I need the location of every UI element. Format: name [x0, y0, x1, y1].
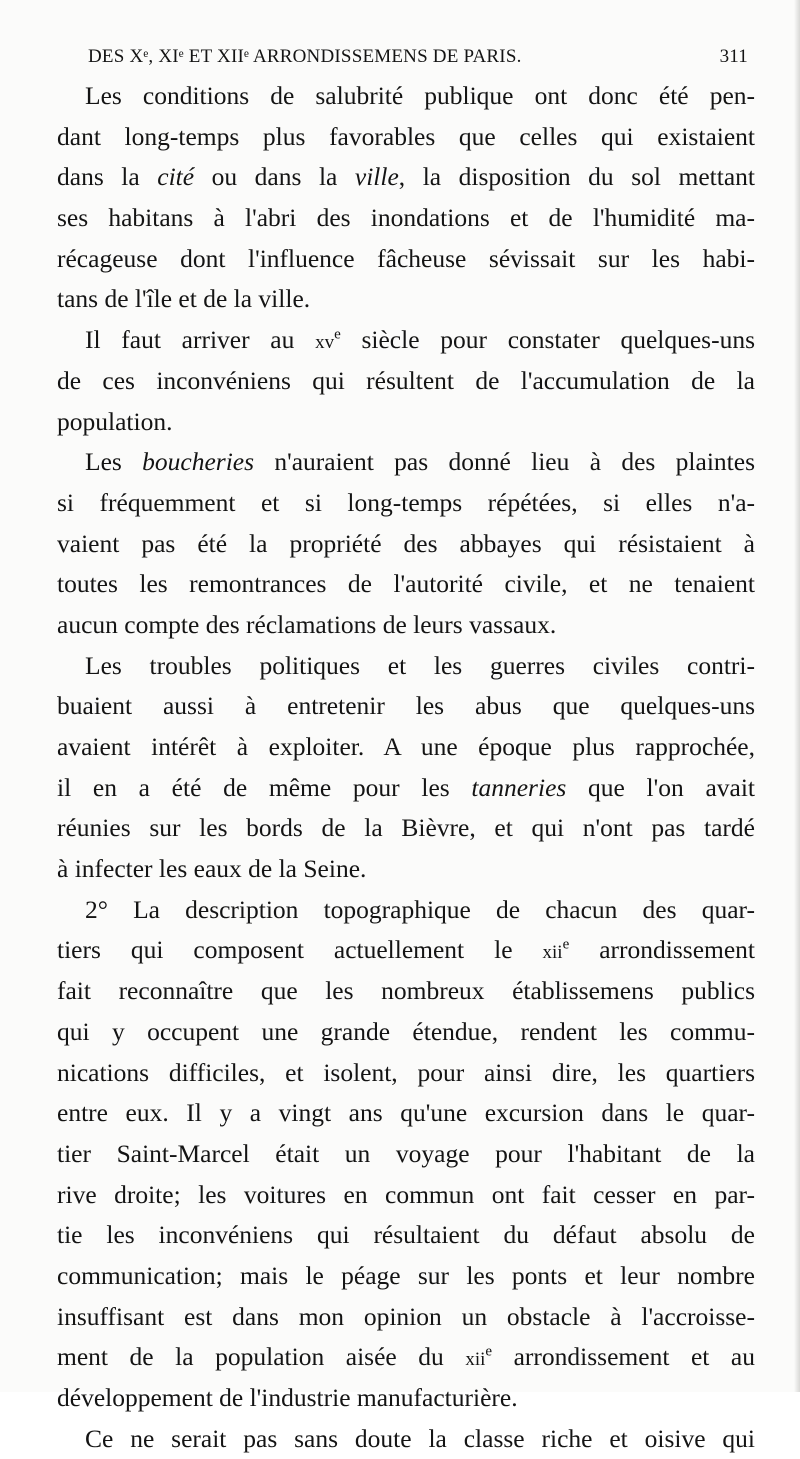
text-line: de ces inconvéniens qui résultent de l'accumulation de la — [57, 365, 755, 395]
page-edge-shadow — [794, 0, 800, 1392]
text-line: insuffisant est dans mon opinion un obstacle à l'accroisse- — [57, 1301, 755, 1331]
running-header — [88, 46, 748, 76]
text-line: avaient intérêt à exploiter. A une époque plus rapprochée, — [57, 732, 755, 761]
text-line: Les troubles politiques et les guerres civiles contri- — [85, 650, 755, 680]
text-line: si fréquemment et si long-temps répétées, si elles n'a- — [57, 487, 755, 517]
italic-term: ville — [354, 162, 399, 192]
text-line: il en a été de même pour les tanneries que l'on avait — [57, 772, 755, 802]
century-numeral: xv — [315, 332, 335, 354]
text-line: toutes les remontrances de l'autorité civile, et ne tenaient — [57, 569, 755, 599]
arrondissement-numeral: xii — [542, 942, 563, 964]
text-line: ses habitans à l'abri des inondations et de l'humidité ma- — [57, 203, 755, 233]
running-title: DES Xᵉ, XIᵉ ET XIIᵉ ARRONDISSEMENS DE PARIS. — [88, 46, 522, 67]
text-line: buaient aussi à entretenir les abus que quelques-uns — [57, 691, 755, 721]
text-line: vaient pas été la propriété des abbayes qui résistaient à — [57, 528, 755, 558]
arrondissement-numeral: xii — [465, 1349, 486, 1371]
text-line: ment de la population aisée du xii$^e$ arrondissement et au — [57, 1342, 755, 1372]
text-line: Les conditions de salubrité publique ont donc été pen- — [85, 81, 755, 110]
text-line: rive droite; les voitures en commun ont fait cesser en par- — [57, 1179, 755, 1209]
italic-term: boucheries — [142, 447, 255, 477]
text-line: tie les inconvéniens qui résultaient du défaut absolu de — [57, 1220, 755, 1250]
text-line: récageuse dont l'influence fâcheuse sévissait sur les habi- — [57, 243, 755, 273]
text-line: entre eux. Il y a vingt ans qu'une excursion dans le quar- — [57, 1098, 755, 1128]
page-number: 311 — [719, 46, 748, 67]
text-line: population. — [57, 406, 173, 436]
text-line: Les boucheries n'auraient pas donné lieu à des plaintes — [85, 447, 755, 477]
text-line: développement de l'industrie manufacturière. — [57, 1383, 518, 1412]
text-line: dans la cité ou dans la ville, la disposition du sol mettant — [57, 162, 755, 192]
text-line: 2° La description topographique de chacun des quar- — [85, 894, 755, 924]
text-line: Ce ne serait pas sans doute la classe riche et oisive qui — [85, 1423, 755, 1453]
text-line: tier Saint-Marcel était un voyage pour l'habitant de la — [57, 1138, 755, 1168]
text-line: aucun compte des réclamations de leurs vassaux. — [57, 609, 557, 639]
text-line: tiers qui composent actuellement le xii$^e$ arrondissement — [57, 935, 755, 965]
text-line: qui y occupent une grande étendue, rendent les commu- — [57, 1016, 755, 1046]
text-line: fait reconnaître que les nombreux établissemens publics — [57, 976, 755, 1006]
italic-term: tanneries — [471, 772, 567, 802]
text-line: réunies sur les bords de la Bièvre, et qui n'ont pas tardé — [57, 813, 755, 843]
text-line: communication; mais le péage sur les ponts et leur nombre — [57, 1260, 755, 1290]
text-line: Il faut arriver au $xv^e$ siècle pour constater quelques-uns — [85, 325, 755, 355]
text-line: à infecter les eaux de la Seine. — [57, 854, 367, 884]
body-text — [57, 76, 755, 1459]
italic-term: cité — [157, 162, 195, 192]
text-line: dant long-temps plus favorables que celles qui existaient — [57, 121, 755, 151]
text-line: tans de l'île et de la ville. — [57, 284, 311, 314]
text-line: nications difficiles, et isolent, pour ainsi dire, les quartiers — [57, 1057, 755, 1087]
